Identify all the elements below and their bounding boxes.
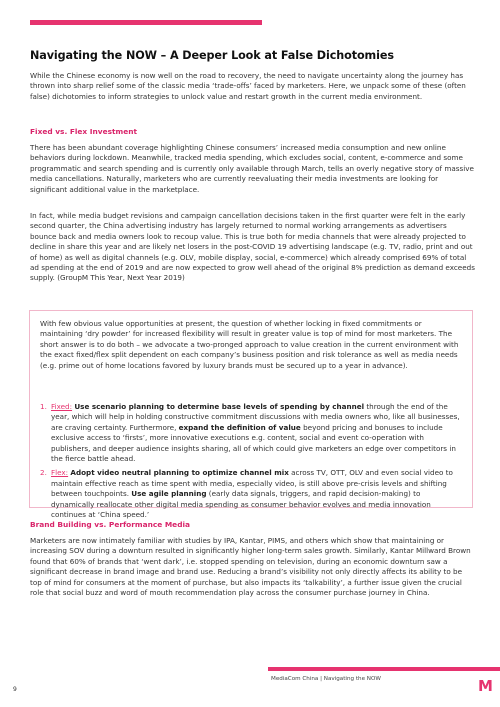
list-item-highlight: Use scenario planning to determine base levels of spending by channel [74, 402, 365, 411]
list-item-highlight: Adopt video neutral planning to optimize channel mix [70, 468, 289, 478]
list-item-number: 2. [40, 468, 47, 478]
footer-accent-bar [268, 667, 500, 671]
list-item-highlight: Use agile planning [131, 489, 207, 499]
list-item [40, 468, 462, 520]
page-number: 9 [13, 686, 17, 693]
list-item-text: (early data signals, triggers, and rapid decision-making) to dynamically reallocate other digital media spending as consumer behavior evolves and media innovation continues at ‘China speed.’ [51, 489, 431, 520]
list-item-highlight: expand the definition of value [178, 422, 301, 432]
list-item-text: through the end of the year, which will help in holding constructive commitment discussions with media owners who, like all businesses, are craving certainty. Furthermore, [51, 402, 460, 432]
list-item-tag: Flex: [51, 468, 69, 478]
intro-paragraph: While the Chinese economy is now well on the road to recovery, the need to navigate uncertainty along the journey has thrown into sharp relief some of the classic media ‘trade-offs’ faced by marketers. Here, we unpack some of these (often false) dichotomies to inform strategies to unlock value and restart growth in the current media environment. [30, 71, 466, 101]
page-title: Navigating the NOW – A Deeper Look at False Dichotomies [30, 49, 394, 62]
list-item-text: beyond pricing and bonuses to include exclusive access to ‘firsts’, more innovative executions e.g. content, social and event co-operation with publishers, and deeper audience insights sharing, all of which could give marketers an edge over competitors in the fierce battle ahead. [51, 422, 456, 464]
list-item-text: across TV, OTT, OLV and even social video to maintain effective reach as time spent with media, especially video, is still above pre-crisis levels and shifting between touchpoints. [51, 468, 453, 499]
callout-list [40, 402, 462, 524]
list-item [40, 402, 462, 464]
list-item-number: 1. [40, 402, 47, 411]
section-heading-fixed-flex: Fixed vs. Flex Investment [30, 127, 138, 136]
footer-caption: MediaCom China | Navigating the NOW [271, 676, 381, 682]
list-item-tag: Fixed: [51, 402, 73, 411]
top-accent-bar [30, 20, 262, 25]
section2-paragraph-1: Marketers are now intimately familiar with studies by IPA, Kantar, PIMS, and others which show that maintaining or increasing SOV during a downturn resulted in significantly higher long-term sales growth. Similarly, Kantar Millward Brown found that 60% of brands that ‘went dark’, i.e. stopped spending on television, during an economic downturn saw a significant decrease in brand image and brand use. Reducing a brand’s visibility not only directly affects its ability to be top of mind for consumers at the moment of purchase, but also impacts its ‘talkability’, a further issue given the crucial role that social buzz and word of mouth recommendation play across the consumer purchase journey in China. [30, 536, 471, 598]
callout-intro: With few obvious value opportunities at present, the question of whether locking in fixed commitments or maintaining ‘dry powder’ for increased flexibility will result in greater value is top of mind for most marketers. The short answer is to do both – we advocate a two-pronged approach to value creation in the current environment with the exact fixed/flex split dependent on each company’s business position and risk tolerance as well as media needs (e.g. prime out of home locations favored by luxury brands must be secured up to a year in advance). [40, 319, 459, 370]
section-heading-brand-performance: Brand Building vs. Performance Media [30, 520, 191, 529]
section1-paragraph-1: There has been abundant coverage highlighting Chinese consumers’ increased media consumption and new online behaviors during lockdown. Meanwhile, tracked media spending, which excludes social, content, e-commerce and some programmatic and search spending and is currently only available through March, tells an overly negative story of massive media cancellations. Naturally, marketers who are currently reevaluating their media investments are looking for significant additional value in the marketplace. [30, 143, 474, 194]
mediacom-logo: M [478, 677, 493, 695]
section1-paragraph-2: In fact, while media budget revisions and campaign cancellation decisions taken in the first quarter were felt in the early second quarter, the China advertising industry has largely returned to normal working arrangements as advertisers bounce back and media owners look to recoup value. This is true both for media channels that were already projected to decline in share this year and are likely net losers in the post-COVID 19 advertising landscape (e.g. TV, radio, print and out of home) as well as digital channels (e.g. OLV, mobile display, social, e-commerce) which already comprised 69% of total ad spending at the end of 2019 and are now expected to grow well ahead of the original 8% prediction as demand exceeds supply. (GroupM This Year, Next Year 2019) [30, 211, 475, 283]
